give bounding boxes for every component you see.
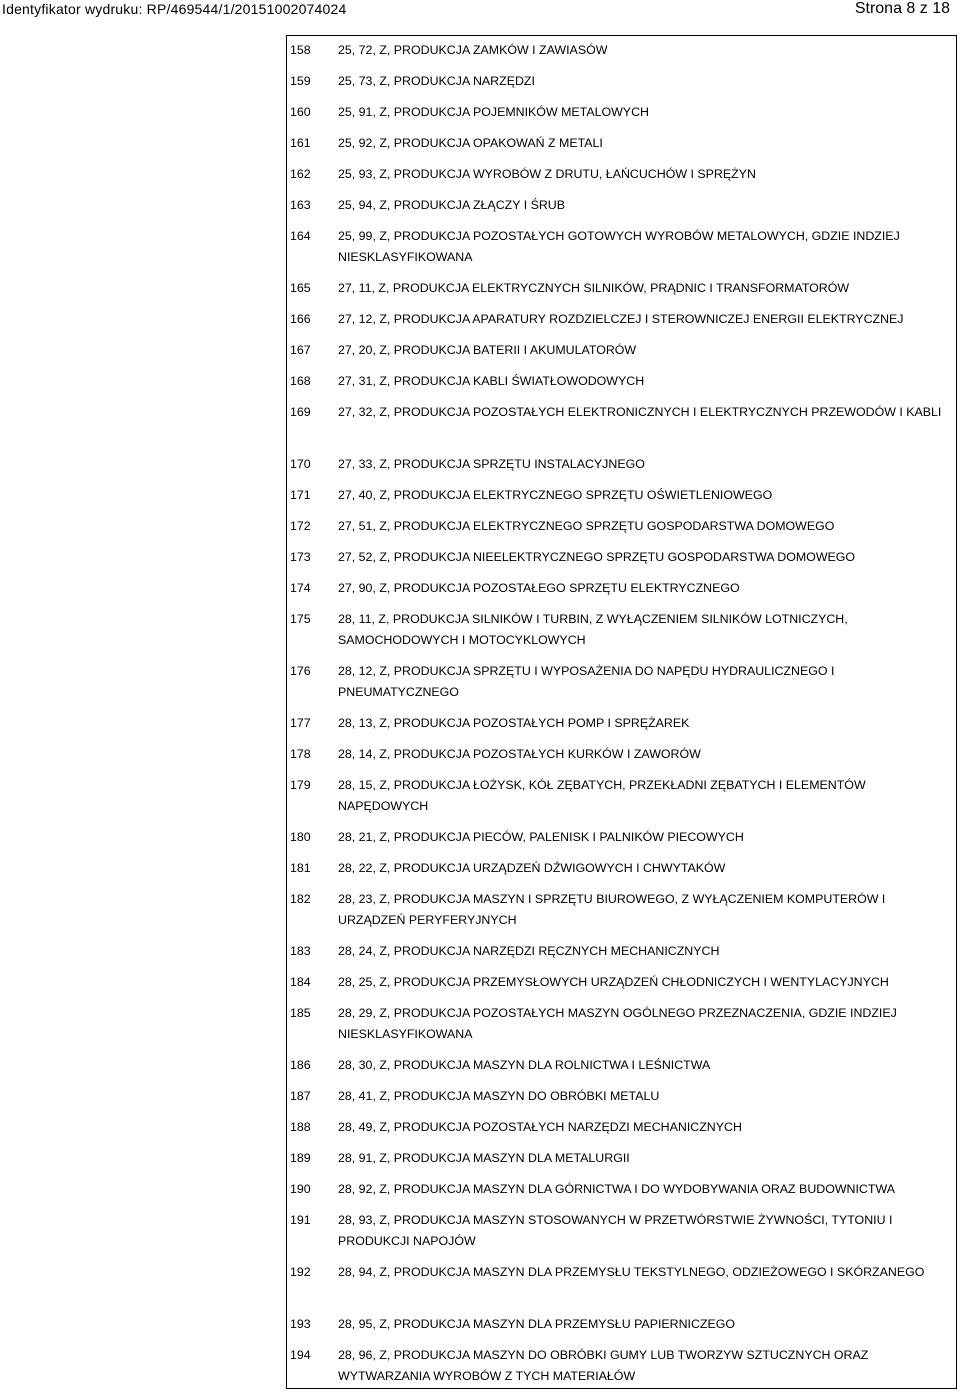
row-number: 175 <box>290 612 311 626</box>
row-number: 172 <box>290 519 311 533</box>
row-description: 25, 91, Z, PRODUKCJA POJEMNIKÓW METALOWYCH <box>338 105 649 119</box>
table-row <box>287 98 956 129</box>
row-description: 25, 93, Z, PRODUKCJA WYROBÓW Z DRUTU, ŁAŃCUCHÓW I SPRĘŻYN <box>338 167 756 181</box>
table-row <box>287 657 956 709</box>
print-identifier: Identyfikator wydruku: RP/469544/1/20151002074024 <box>2 1 347 17</box>
row-number: 160 <box>290 105 311 119</box>
row-number: 162 <box>290 167 311 181</box>
table-row <box>287 1113 956 1144</box>
table-row <box>287 937 956 968</box>
table-row <box>287 36 956 67</box>
row-number: 166 <box>290 312 311 326</box>
row-description: 28, 95, Z, PRODUKCJA MASZYN DLA PRZEMYSŁU PAPIERNICZEGO <box>338 1317 736 1331</box>
row-description: 25, 94, Z, PRODUKCJA ZŁĄCZY I ŚRUB <box>338 198 565 212</box>
row-number: 159 <box>290 74 311 88</box>
row-description: 28, 13, Z, PRODUKCJA POZOSTAŁYCH POMP I SPRĘŻAREK <box>338 716 690 730</box>
row-description: 28, 29, Z, PRODUKCJA POZOSTAŁYCH MASZYN OGÓLNEGO PRZEZNACZENIA, GDZIE INDZIEJ NIESKLASYFIKOWANA <box>338 1006 897 1041</box>
row-description: 28, 96, Z, PRODUKCJA MASZYN DO OBRÓBKI GUMY LUB TWORZYW SZTUCZNYCH ORAZ WYTWARZANIA WYROBÓW Z TYCH MATERIAŁÓW <box>338 1348 869 1383</box>
table-row <box>287 823 956 854</box>
row-number: 174 <box>290 581 311 595</box>
table-row <box>287 305 956 336</box>
row-description: 27, 90, Z, PRODUKCJA POZOSTAŁEGO SPRZĘTU ELEKTRYCZNEGO <box>338 581 740 595</box>
table-row <box>287 968 956 999</box>
table-row <box>287 709 956 740</box>
row-number: 188 <box>290 1120 311 1134</box>
row-description: 27, 32, Z, PRODUKCJA POZOSTAŁYCH ELEKTRONICZNYCH I ELEKTRYCZNYCH PRZEWODÓW I KABLI <box>338 405 942 419</box>
row-description: 27, 31, Z, PRODUKCJA KABLI ŚWIATŁOWODOWYCH <box>338 374 645 388</box>
row-description: 25, 73, Z, PRODUKCJA NARZĘDZI <box>338 74 535 88</box>
table-row <box>287 336 956 367</box>
row-number: 176 <box>290 664 311 678</box>
table-row <box>287 1082 956 1113</box>
row-description: 27, 51, Z, PRODUKCJA ELEKTRYCZNEGO SPRZĘTU GOSPODARSTWA DOMOWEGO <box>338 519 835 533</box>
table-row <box>287 450 956 481</box>
row-number: 193 <box>290 1317 311 1331</box>
row-description: 27, 12, Z, PRODUKCJA APARATURY ROZDZIELCZEJ I STEROWNICZEJ ENERGII ELEKTRYCZNEJ <box>338 312 904 326</box>
table-row <box>287 191 956 222</box>
row-description: 25, 92, Z, PRODUKCJA OPAKOWAŃ Z METALI <box>338 136 603 150</box>
row-number: 186 <box>290 1058 311 1072</box>
print-header <box>0 0 960 22</box>
row-description: 28, 11, Z, PRODUKCJA SILNIKÓW I TURBIN, Z WYŁĄCZENIEM SILNIKÓW LOTNICZYCH, SAMOCHODOWYCH I MOTOCYKLOWYCH <box>338 612 848 647</box>
row-number: 192 <box>290 1265 311 1279</box>
row-description: 28, 12, Z, PRODUKCJA SPRZĘTU I WYPOSAŻENIA DO NAPĘDU HYDRAULICZNEGO I PNEUMATYCZNEGO <box>338 664 835 699</box>
row-number: 190 <box>290 1182 311 1196</box>
table-row <box>287 1175 956 1206</box>
row-description: 28, 25, Z, PRODUKCJA PRZEMYSŁOWYCH URZĄDZEŃ CHŁODNICZYCH I WENTYLACYJNYCH <box>338 975 889 989</box>
table-row <box>287 854 956 885</box>
row-number: 180 <box>290 830 311 844</box>
table-row <box>287 1144 956 1175</box>
row-description: 27, 20, Z, PRODUKCJA BATERII I AKUMULATORÓW <box>338 343 637 357</box>
row-number: 185 <box>290 1006 311 1020</box>
table-row <box>287 222 956 274</box>
row-description: 28, 92, Z, PRODUKCJA MASZYN DLA GÓRNICTWA I DO WYDOBYWANIA ORAZ BUDOWNICTWA <box>338 1182 895 1196</box>
row-number: 163 <box>290 198 311 212</box>
row-number: 158 <box>290 43 311 57</box>
row-description: 27, 11, Z, PRODUKCJA ELEKTRYCZNYCH SILNIKÓW, PRĄDNIC I TRANSFORMATORÓW <box>338 281 850 295</box>
table-row <box>287 605 956 657</box>
table-row <box>287 160 956 191</box>
row-description: 28, 93, Z, PRODUKCJA MASZYN STOSOWANYCH W PRZETWÓRSTWIE ŻYWNOŚCI, TYTONIU I PRODUKCJI NAPOJÓW <box>338 1213 893 1248</box>
table-row <box>287 129 956 160</box>
pkd-table-body <box>287 36 956 1393</box>
table-row <box>287 740 956 771</box>
row-number: 177 <box>290 716 311 730</box>
table-row <box>287 1310 956 1341</box>
row-number: 183 <box>290 944 311 958</box>
table-row <box>287 1206 956 1258</box>
row-description: 28, 15, Z, PRODUKCJA ŁOŻYSK, KÓŁ ZĘBATYCH, PRZEKŁADNI ZĘBATYCH I ELEMENTÓW NAPĘDOWYCH <box>338 778 866 813</box>
row-description: 28, 14, Z, PRODUKCJA POZOSTAŁYCH KURKÓW I ZAWORÓW <box>338 747 701 761</box>
row-number: 194 <box>290 1348 311 1362</box>
row-number: 182 <box>290 892 311 906</box>
row-number: 161 <box>290 136 311 150</box>
table-row <box>287 67 956 98</box>
row-number: 184 <box>290 975 311 989</box>
row-description: 28, 23, Z, PRODUKCJA MASZYN I SPRZĘTU BIUROWEGO, Z WYŁĄCZENIEM KOMPUTERÓW I URZĄDZEŃ PERYFERYJNYCH <box>338 892 886 927</box>
table-row <box>287 1051 956 1082</box>
row-number: 169 <box>290 405 311 419</box>
row-description: 25, 72, Z, PRODUKCJA ZAMKÓW I ZAWIASÓW <box>338 43 608 57</box>
row-number: 170 <box>290 457 311 471</box>
row-number: 187 <box>290 1089 311 1103</box>
row-description: 28, 30, Z, PRODUKCJA MASZYN DLA ROLNICTWA I LEŚNICTWA <box>338 1058 711 1072</box>
row-description: 28, 91, Z, PRODUKCJA MASZYN DLA METALURGII <box>338 1151 630 1165</box>
table-row <box>287 367 956 398</box>
row-number: 179 <box>290 778 311 792</box>
row-description: 28, 21, Z, PRODUKCJA PIECÓW, PALENISK I PALNIKÓW PIECOWYCH <box>338 830 744 844</box>
row-number: 173 <box>290 550 311 564</box>
table-row <box>287 885 956 937</box>
row-number: 168 <box>290 374 311 388</box>
row-description: 28, 41, Z, PRODUKCJA MASZYN DO OBRÓBKI METALU <box>338 1089 660 1103</box>
row-number: 189 <box>290 1151 311 1165</box>
row-description: 28, 22, Z, PRODUKCJA URZĄDZEŃ DŹWIGOWYCH I CHWYTAKÓW <box>338 861 726 875</box>
table-row <box>287 512 956 543</box>
row-number: 167 <box>290 343 311 357</box>
table-row <box>287 481 956 512</box>
row-description: 28, 24, Z, PRODUKCJA NARZĘDZI RĘCZNYCH MECHANICZNYCH <box>338 944 720 958</box>
table-row <box>287 771 956 823</box>
row-number: 164 <box>290 229 311 243</box>
row-number: 181 <box>290 861 311 875</box>
page-number: Strona 8 z 18 <box>854 0 950 17</box>
table-row <box>287 398 956 450</box>
row-description: 28, 49, Z, PRODUKCJA POZOSTAŁYCH NARZĘDZI MECHANICZNYCH <box>338 1120 742 1134</box>
table-row <box>287 1258 956 1310</box>
row-number: 165 <box>290 281 311 295</box>
row-number: 178 <box>290 747 311 761</box>
table-row <box>287 574 956 605</box>
table-row <box>287 543 956 574</box>
row-number: 191 <box>290 1213 311 1227</box>
table-row <box>287 274 956 305</box>
table-row <box>287 999 956 1051</box>
row-number: 171 <box>290 488 311 502</box>
row-description: 27, 52, Z, PRODUKCJA NIEELEKTRYCZNEGO SPRZĘTU GOSPODARSTWA DOMOWEGO <box>338 550 856 564</box>
row-description: 28, 94, Z, PRODUKCJA MASZYN DLA PRZEMYSŁU TEKSTYLNEGO, ODZIEŻOWEGO I SKÓRZANEGO <box>338 1265 925 1279</box>
pkd-table <box>286 35 957 1389</box>
row-description: 27, 40, Z, PRODUKCJA ELEKTRYCZNEGO SPRZĘTU OŚWIETLENIOWEGO <box>338 488 773 502</box>
table-row <box>287 1341 956 1393</box>
row-description: 25, 99, Z, PRODUKCJA POZOSTAŁYCH GOTOWYCH WYROBÓW METALOWYCH, GDZIE INDZIEJ NIESKLASYFIKOWANA <box>338 229 900 264</box>
row-description: 27, 33, Z, PRODUKCJA SPRZĘTU INSTALACYJNEGO <box>338 457 645 471</box>
